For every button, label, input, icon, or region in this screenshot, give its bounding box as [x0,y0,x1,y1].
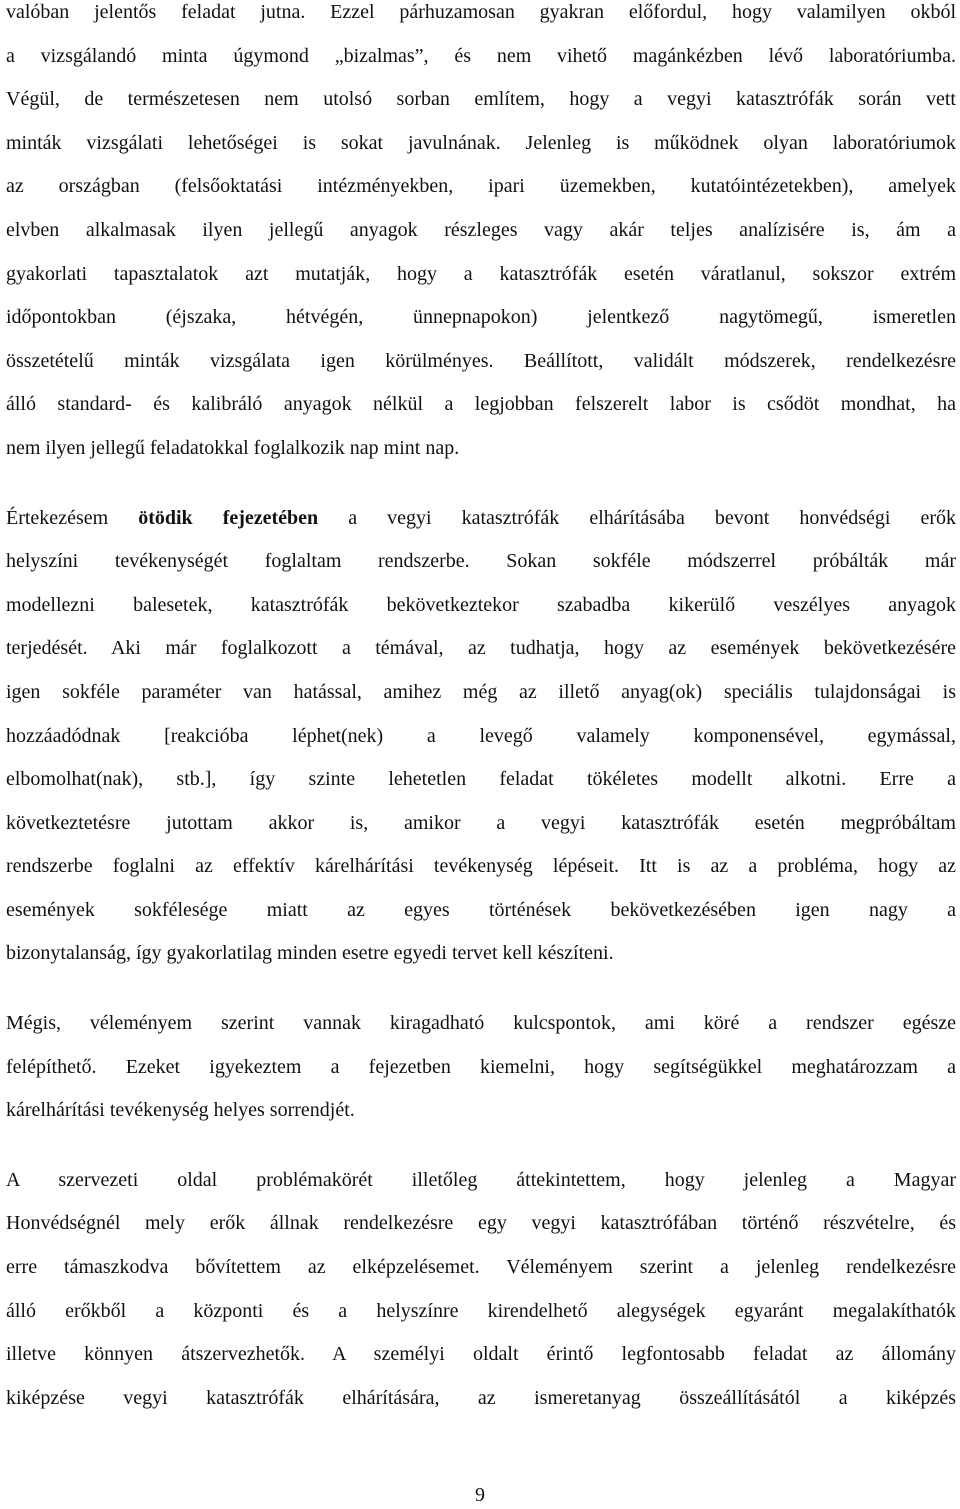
page-number: 9 [475,1484,485,1506]
text-line: a vizsgálandó minta úgymond „bizalmas”, és nem vihető magánkézben lévő laboratóriumba. [6,44,956,67]
text-line: rendszerbe foglalni az effektív kárelhárítási tevékenység lépéseit. Itt is az a probléma, hogy az [6,855,956,878]
text-line: illetve könnyen átszervezhetők. A személyi oldalt érintő legfontosabb feladat az állomány [6,1343,956,1366]
text-line: elbomolhat(nak), stb.], így szinte lehetetlen feladat tökéletes modellt alkotni. Erre a [6,768,956,791]
text-line: álló standard- és kalibráló anyagok nélkül a legjobban felszerelt labor is csődöt mondhat, ha [6,393,956,416]
paragraph-1 [6,0,956,471]
text-line: valóban jelentős feladat jutna. Ezzel párhuzamosan gyakran előfordul, hogy valamilyen okból [6,1,956,23]
text-run: Értekezésem [6,506,139,529]
paragraph-3 [6,1002,956,1133]
text-line: Honvédségnél mely erők állnak rendelkezésre egy vegyi katasztrófában történő részvételre, és [6,1212,956,1235]
text-line: modellezni balesetek, katasztrófák bekövetkeztekor szabadba kikerülő veszélyes anyagok [6,593,956,616]
text-line: kárelhárítási tevékenység helyes sorrendjét. [6,1099,355,1122]
text-line: bizonytalanság, így gyakorlatilag minden esetre egyedi tervet kell készíteni. [6,942,614,965]
text-run: a vegyi katasztrófák elhárításába bevont honvédségi erők [318,506,956,529]
text-line: álló erőkből a központi és a helyszínre kirendelhető alegységek egyaránt megalakíthatók [6,1299,956,1322]
paragraph-2 [6,497,956,977]
text-line: erre támaszkodva bővítettem az elképzelésemet. Véleményem szerint a jelenleg rendelkezésre [6,1256,956,1279]
text-line: gyakorlati tapasztalatok azt mutatják, hogy a katasztrófák esetén váratlanul, sokszor extrém [6,262,956,285]
paragraph-4 [6,1159,956,1421]
text-line: minták vizsgálati lehetőségei is sokat javulnának. Jelenleg is működnek olyan laboratóriumok [6,131,956,154]
text-line: A szervezeti oldal problémakörét illetőleg áttekintettem, hogy jelenleg a Magyar [6,1168,956,1191]
text-line: elvben alkalmasak ilyen jellegű anyagok részleges vagy akár teljes analízisére is, ám a [6,218,956,241]
document-page [6,0,956,1446]
text-line: Végül, de természetesen nem utolsó sorban említem, hogy a vegyi katasztrófák során vett [6,88,956,111]
text-line: Mégis, véleményem szerint vannak kiragadható kulcspontok, ami köré a rendszer egésze [6,1012,956,1035]
text-line: igen sokféle paraméter van hatással, amihez még az illető anyag(ok) speciális tulajdonságai is [6,680,956,703]
text-line: összetételű minták vizsgálata igen körülményes. Beállított, validált módszerek, rendelkezésre [6,349,956,372]
text-line: események sokfélesége miatt az egyes történések bekövetkezésében igen nagy a [6,898,956,921]
text-line: időpontokban (éjszaka, hétvégén, ünnepnapokon) jelentkező nagytömegű, ismeretlen [6,306,956,329]
chapter-reference: ötödik fejezetében [138,506,319,529]
text-line: következtetésre jutottam akkor is, amikor a vegyi katasztrófák esetén megpróbáltam [6,811,956,834]
text-line: kiképzése vegyi katasztrófák elhárítására, az ismeretanyag összeállításától a kiképzés [6,1386,956,1409]
text-line: terjedését. Aki már foglalkozott a témával, az tudhatja, hogy az események bekövetkezésére [6,637,956,660]
text-line: az országban (felsőoktatási intézményekben, ipari üzemekben, kutatóintézetekben), amelyek [6,175,956,198]
text-line: hozzáadódnak [reakcióba léphet(nek) a levegő valamely komponensével, egymással, [6,724,956,747]
text-line: felépíthető. Ezeket igyekeztem a fejezetben kiemelni, hogy segítségükkel meghatározzam a [6,1055,956,1078]
text-line [6,497,956,541]
text-line: helyszíni tevékenységét foglaltam rendszerbe. Sokan sokféle módszerrel próbálták már [6,550,956,573]
text-line: nem ilyen jellegű feladatokkal foglalkozik nap mint nap. [6,436,460,459]
